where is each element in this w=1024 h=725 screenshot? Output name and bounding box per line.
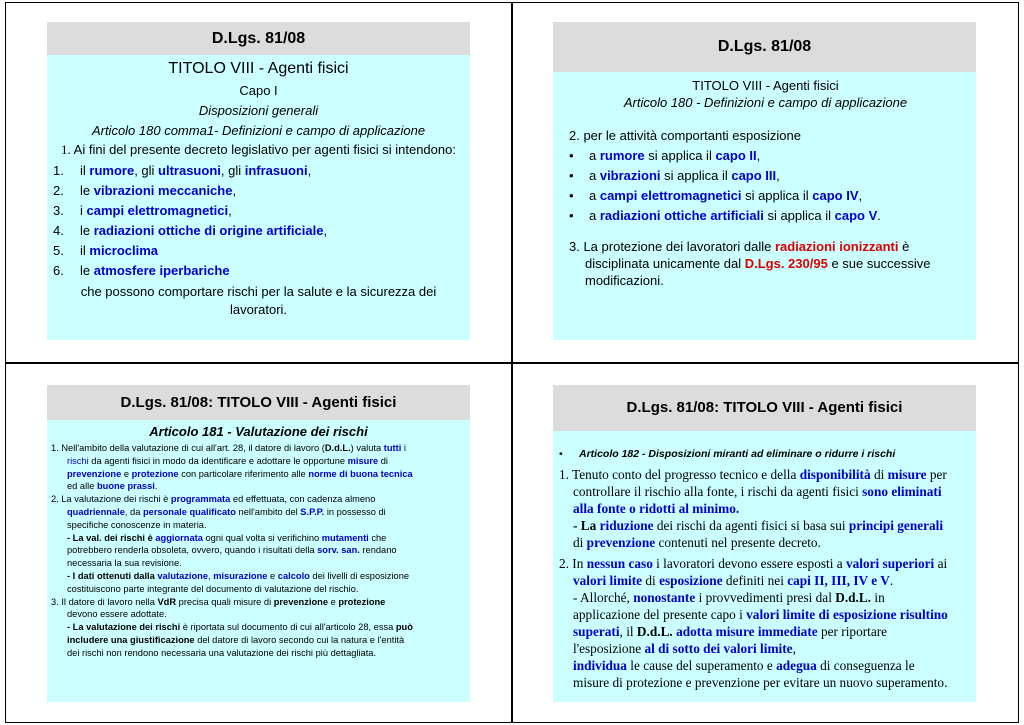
text-line: di prevenzione contenuti nel presente decreto. xyxy=(573,535,821,550)
slide-3-header xyxy=(47,385,470,420)
slide-1-header xyxy=(47,22,470,55)
slide-3-body xyxy=(47,420,470,702)
bullet-item: • a rumore si applica il capo II, xyxy=(569,148,761,163)
slide-2-header xyxy=(553,22,976,72)
slide-2-article: Articolo 180 - Definizioni e campo di applicazione xyxy=(623,95,908,110)
text-line: costituiscono parte integrante del documento di valutazione del rischio. xyxy=(67,583,359,594)
list-item: 1. il rumore, gli ultrasuoni, gli infrasuoni, xyxy=(53,163,312,178)
bullet-item: • a radiazioni ottiche artificiali si applica il capo V. xyxy=(569,208,881,223)
text-line: dei rischi non rendono necessaria una valutazione dei rischi più dettagliata. xyxy=(67,647,377,658)
text-line: - La valutazione dei rischi è riportata sul documento di cui all'articolo 28, essa può xyxy=(67,622,413,633)
slide-4-title: D.Lgs. 81/08: TITOLO VIII - Agenti fisici xyxy=(626,399,903,416)
bullet-item: • a vibrazioni si applica il capo III, xyxy=(569,168,780,183)
text-line: - La val. dei rischi è aggiornata ogni qual volta si verifichino mutamenti che xyxy=(67,532,387,543)
text-line: quadriennale, da personale qualificato nell'ambito del S.P.P. in possesso di xyxy=(67,506,386,517)
slide-4-article: • Articolo 182 - Disposizioni miranti ad eliminare o ridurre i rischi xyxy=(559,448,896,460)
text-line: valori limite di esposizione definiti nei capi II, III, IV e V. xyxy=(573,573,894,588)
text-line: 3. Il datore di lavoro nella VdR precisa quali misure di prevenzione e protezione xyxy=(51,596,386,607)
intro-body: Ai fini del presente decreto legislativo per agenti fisici si intendono: xyxy=(70,142,456,157)
text-line: - Allorché, nonostante i provvedimenti presi dal D.d.L. in xyxy=(573,590,885,605)
text-line: devono essere adottate. xyxy=(67,609,167,620)
text-line: 1. Tenuto conto del progresso tecnico e della disponibilità di misure per xyxy=(559,467,947,482)
text-line: ed alle buone prassi. xyxy=(67,481,158,492)
text-line: controllare il rischio alla fonte, i rischi da agenti fisici sono eliminati xyxy=(573,484,942,499)
text-line: rischi da agenti fisici in modo da identificare e adottare le opportune misure di xyxy=(67,455,388,466)
slide-2-subtitle: TITOLO VIII - Agenti fisici xyxy=(692,78,839,93)
text-line: l'esposizione al di sotto dei valori limite, xyxy=(573,641,796,656)
paragraph-2: 2. per le attività comportanti esposizione xyxy=(569,128,801,143)
text-line: applicazione del presente capo i valori limite di esposizione risultino xyxy=(573,607,948,622)
bullet-item: • a campi elettromagnetici si applica il capo IV, xyxy=(569,188,863,203)
slide-1-body xyxy=(47,55,470,340)
list-item: 6. le atmosfere iperbariche xyxy=(53,263,230,278)
slide-1-subtitle: TITOLO VIII - Agenti fisici xyxy=(168,60,349,77)
text-line: 2. La valutazione dei rischi è programmata ed effettuata, con cadenza almeno xyxy=(51,494,376,505)
slide-3-article: Articolo 181 - Valutazione dei rischi xyxy=(149,424,368,439)
slide-4-text xyxy=(559,466,972,691)
slide-4-header xyxy=(553,385,976,431)
text-line: includere una giustificazione del datore di lavoro secondo cui la natura e l'entità xyxy=(67,634,405,645)
text-line: individua le cause del superamento e adegua di conseguenza le xyxy=(573,658,915,673)
disposizioni-label: Disposizioni generali xyxy=(198,103,319,118)
slide-3-title: D.Lgs. 81/08: TITOLO VIII - Agenti fisici xyxy=(120,394,397,411)
text-line: potrebbero renderla obsoleta, ovvero, quando i risultati della sorv. san. rendano xyxy=(67,545,397,556)
list-item: 4. le radiazioni ottiche di origine artificiale, xyxy=(53,223,328,238)
slide-2-title: D.Lgs. 81/08 xyxy=(717,38,812,55)
text-line: specifiche conoscenze in materia. xyxy=(67,519,207,530)
article-heading: Articolo 180 comma1- Definizioni e campo di applicazione xyxy=(91,123,426,138)
slide-1-title: D.Lgs. 81/08 xyxy=(211,30,306,47)
paragraph-3: 3. La protezione dei lavoratori dalle radiazioni ionizzanti è disciplinata unicamente dal D.Lgs. 230/95 e sue successive modificazioni. xyxy=(569,239,931,288)
slide-2-body xyxy=(553,72,976,340)
text-line: prevenzione e protezione con particolare riferimento alle norme di buona tecnica xyxy=(67,468,413,479)
capo-label: Capo I xyxy=(239,83,278,98)
closing-text: che possono comportare rischi per la salute e la sicurezza dei lavoratori. xyxy=(80,284,437,317)
intro-number: 1. xyxy=(61,142,71,157)
text-line: - La riduzione dei rischi da agenti fisici si basa sui principi generali xyxy=(573,518,944,533)
list-item: 3. i campi elettromagnetici, xyxy=(53,203,232,218)
text-line: superati, il D.d.L. adotta misure immediate per riportare xyxy=(573,624,888,639)
list-item: 2. le vibrazioni meccaniche, xyxy=(53,183,237,198)
slide-4-body xyxy=(553,431,976,702)
text-line: necessaria la sua revisione. xyxy=(67,558,182,569)
text-line: misure di protezione e prevenzione per evitare un nuovo superamento. xyxy=(573,675,948,690)
text-line: 2. In nessun caso i lavoratori devono essere esposti a valori superiori ai xyxy=(559,556,948,571)
text-line: alla fonte o ridotti al minimo. xyxy=(573,501,740,516)
text-line: - I dati ottenuti dalla valutazione, misurazione e calcolo dei livelli di esposizione xyxy=(67,570,410,581)
text-line: 1. Nell'ambito della valutazione di cui all'art. 28, il datore di lavoro (D.d.L.) valuta tutti i xyxy=(51,443,406,453)
agent-list xyxy=(53,161,464,281)
intro-text xyxy=(53,141,464,159)
list-item: 5. il microclima xyxy=(53,243,159,258)
